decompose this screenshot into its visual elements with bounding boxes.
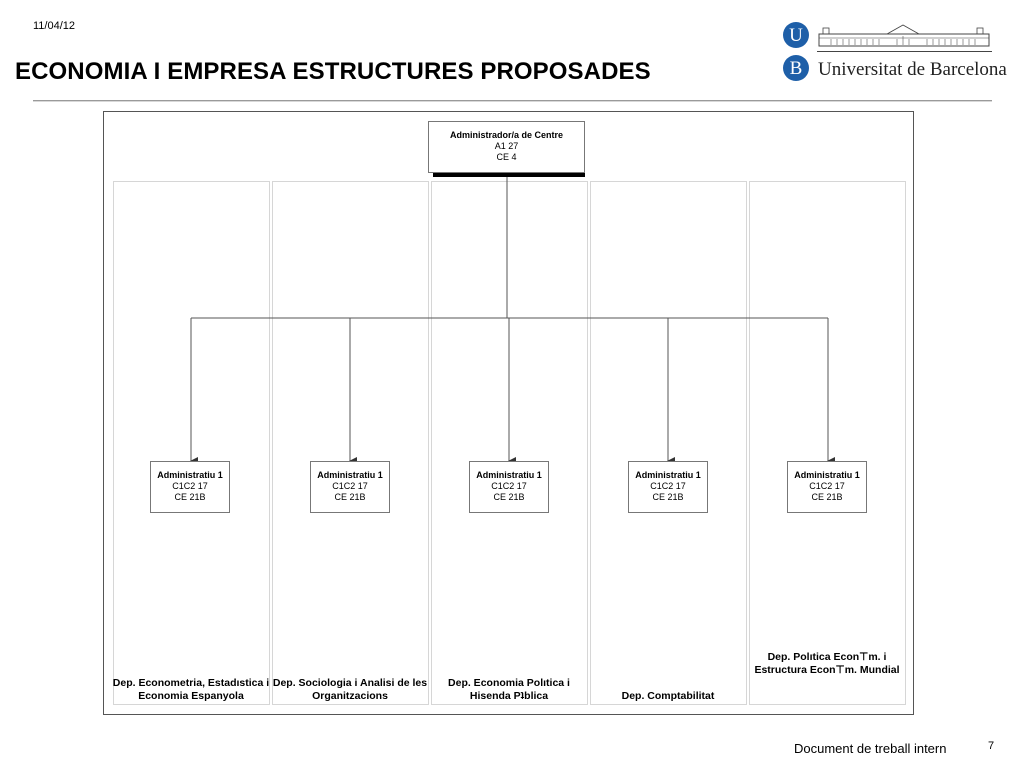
logo-name: Universitat de Barcelona bbox=[818, 59, 1007, 80]
unit-position-box bbox=[628, 461, 708, 513]
head-position-group: A1 27 bbox=[494, 141, 519, 151]
logo-u-circle: U bbox=[783, 22, 809, 48]
unit-level: CE 21B bbox=[174, 492, 206, 502]
unit-group: C1C2 17 bbox=[809, 481, 845, 491]
head-position-box bbox=[428, 121, 585, 173]
department-label: Dep. Economia Polıtica i Hisenda Pʇblica bbox=[448, 677, 570, 702]
unit-title: Administratiu 1 bbox=[476, 470, 542, 480]
unit-title: Administratiu 1 bbox=[157, 470, 223, 480]
unit-level: CE 21B bbox=[811, 492, 843, 502]
page-number: 7 bbox=[988, 740, 995, 752]
unit-title: Administratiu 1 bbox=[317, 470, 383, 480]
unit-position-box bbox=[310, 461, 390, 513]
head-position-level: CE 4 bbox=[496, 152, 517, 162]
head-position-title: Administrador/a de Centre bbox=[449, 130, 564, 140]
unit-group: C1C2 17 bbox=[491, 481, 527, 491]
page-title: ECONOMIA I EMPRESA ESTRUCTURES PROPOSADES bbox=[15, 58, 651, 85]
slide-date: 11/04/12 bbox=[33, 20, 76, 32]
department-label: Dep. Econometria, Estadıstica i Economia Espanyola bbox=[112, 677, 270, 702]
unit-position-box bbox=[787, 461, 867, 513]
unit-group: C1C2 17 bbox=[650, 481, 686, 491]
unit-group: C1C2 17 bbox=[332, 481, 368, 491]
unit-group: C1C2 17 bbox=[172, 481, 208, 491]
unit-position-box bbox=[150, 461, 230, 513]
department-label: Dep. Sociologia i Analisi de les Organitzacions bbox=[272, 677, 428, 702]
unit-level: CE 21B bbox=[652, 492, 684, 502]
logo-b-circle: B bbox=[783, 55, 809, 81]
footer-note: Document de treball intern bbox=[794, 741, 947, 756]
unit-title: Administratiu 1 bbox=[794, 470, 860, 480]
unit-title: Administratiu 1 bbox=[635, 470, 701, 480]
unit-position-box bbox=[469, 461, 549, 513]
department-label: Dep. Comptabilitat bbox=[621, 690, 715, 702]
department-label: Dep. Polıtica Econ⊤m. i Estructura Econ⊤m. Mundial bbox=[754, 651, 900, 676]
unit-level: CE 21B bbox=[493, 492, 525, 502]
unit-level: CE 21B bbox=[334, 492, 366, 502]
